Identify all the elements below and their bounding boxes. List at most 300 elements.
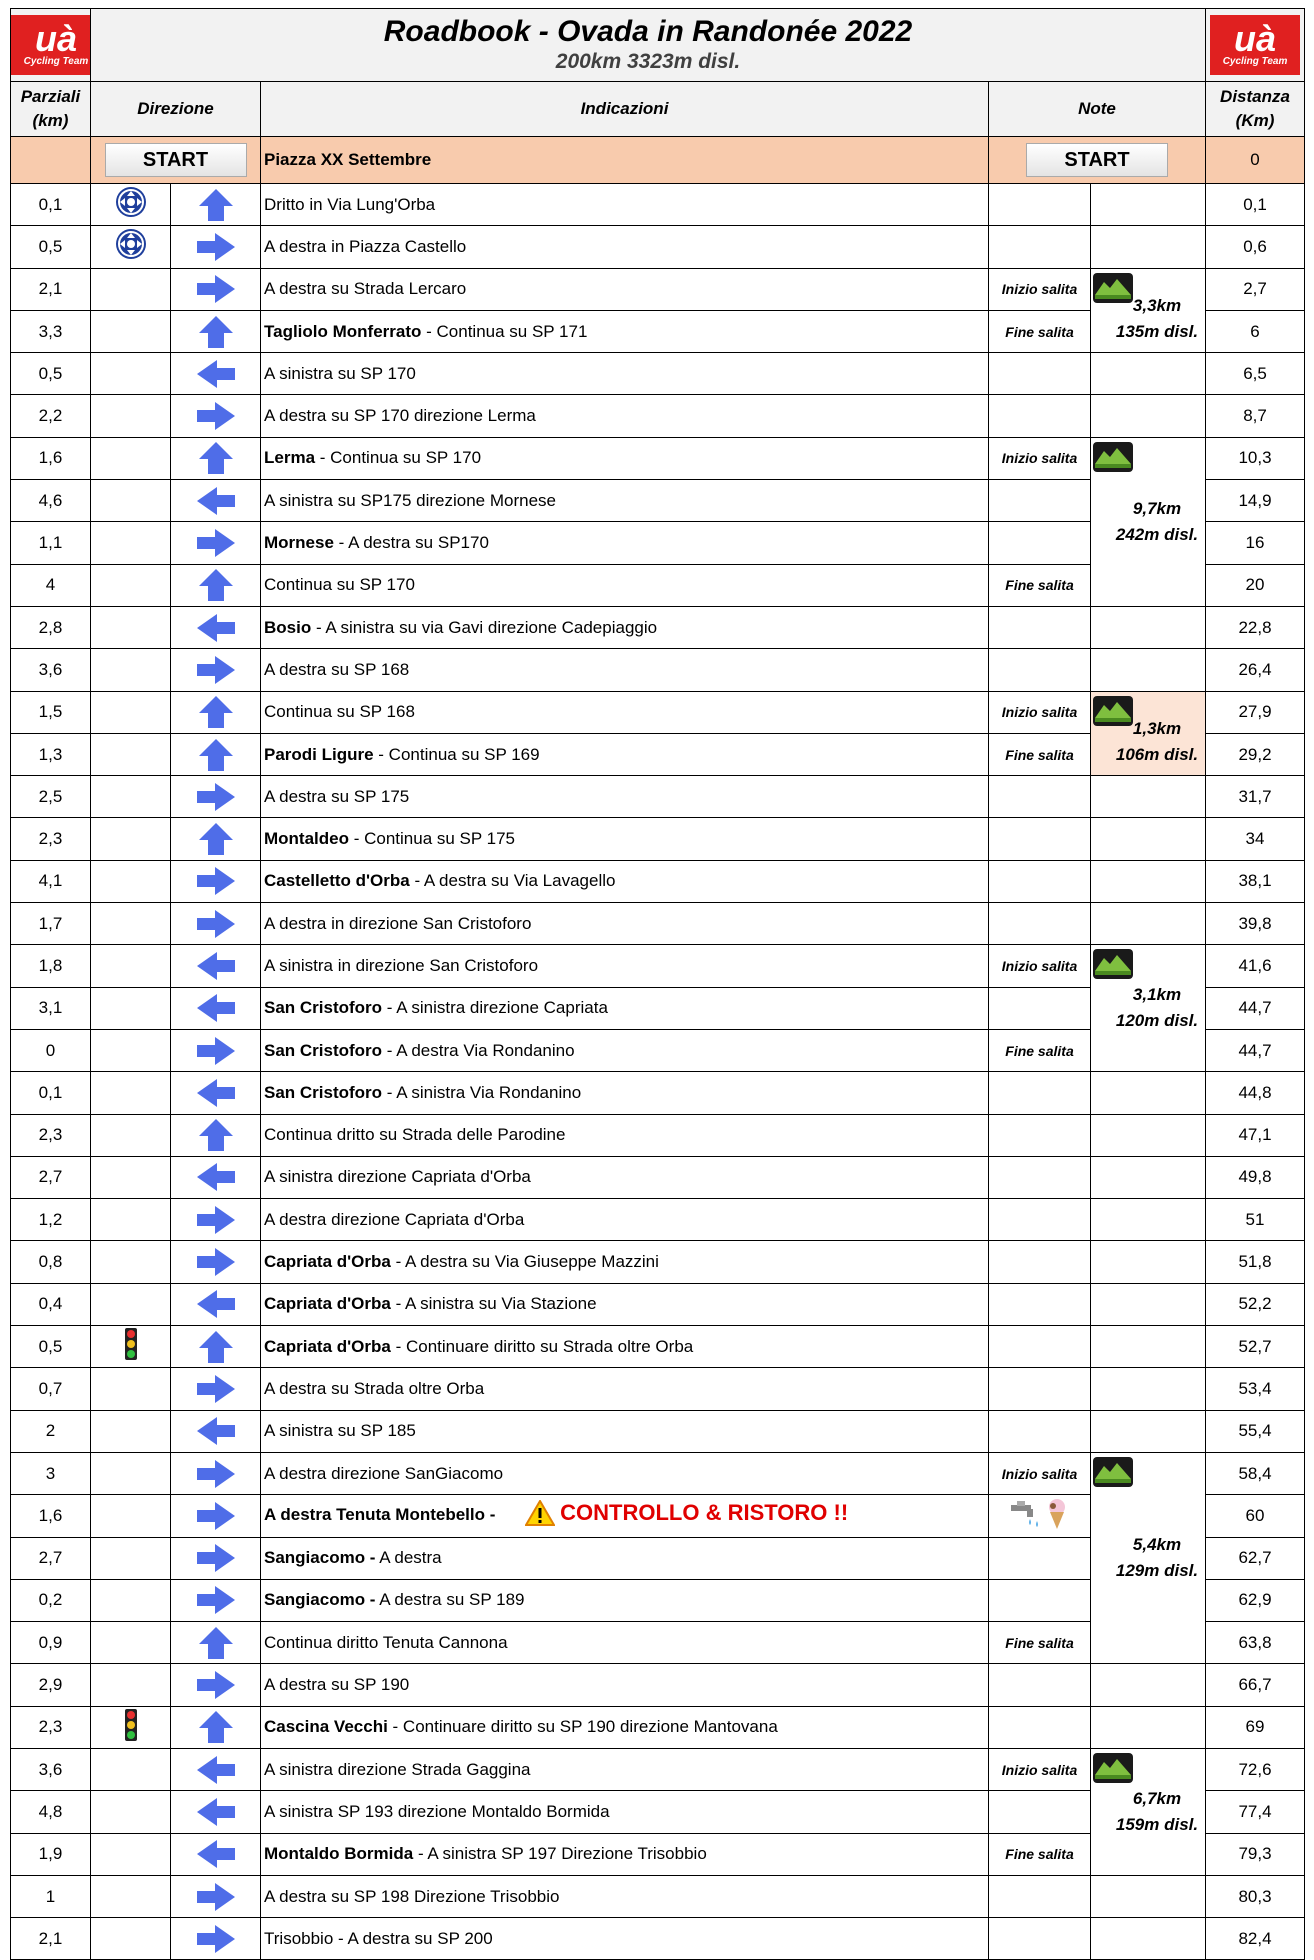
parziale-km: 0,5 xyxy=(11,226,91,268)
direction-extra-cell xyxy=(91,733,171,775)
direction-arrow-cell xyxy=(171,395,261,437)
parziale-km: 4 xyxy=(11,564,91,606)
table-row xyxy=(11,268,1305,310)
instruction xyxy=(261,1029,989,1071)
parziale-km: 1,6 xyxy=(11,437,91,479)
instruction xyxy=(261,1875,989,1917)
direction-arrow-cell xyxy=(171,1706,261,1748)
direction-extra-cell xyxy=(91,564,171,606)
climb-info xyxy=(1091,437,1206,606)
roadbook-sheet xyxy=(10,8,1304,1960)
instruction-text: - Continuare diritto su Strada oltre Orba xyxy=(390,1336,694,1356)
table-row xyxy=(11,184,1305,226)
table-row xyxy=(11,1199,1305,1241)
instruction-text: Continua diritto Tenuta Cannona xyxy=(264,1632,508,1652)
instruction-text: A destra su SP 190 xyxy=(264,1675,410,1695)
parziale-km: 1,5 xyxy=(11,691,91,733)
distanza-km: 8,7 xyxy=(1206,395,1305,437)
instruction xyxy=(261,1241,989,1283)
arrow-left-icon xyxy=(171,487,260,515)
climb-note xyxy=(989,522,1091,564)
instruction xyxy=(261,606,989,648)
col-header-indicazioni: Indicazioni xyxy=(261,82,989,137)
instruction xyxy=(261,1579,989,1621)
direction-arrow-cell xyxy=(171,1114,261,1156)
direction-extra-cell xyxy=(91,310,171,352)
instruction-place: Bosio xyxy=(264,617,312,637)
mountain-icon xyxy=(1093,1457,1133,1492)
climb-note xyxy=(989,1326,1091,1368)
climb-info-empty xyxy=(1091,1072,1206,1114)
parziale-km: 1,7 xyxy=(11,903,91,945)
instruction-text: - A destra su Via Lavagello xyxy=(409,871,616,891)
instruction xyxy=(261,903,989,945)
climb-note xyxy=(989,649,1091,691)
climb-info xyxy=(1091,691,1206,776)
direction-extra-cell xyxy=(91,1579,171,1621)
climb-note xyxy=(989,353,1091,395)
climb-info-empty xyxy=(1091,1410,1206,1452)
parziale-km: 0,9 xyxy=(11,1622,91,1664)
arrow-right-icon xyxy=(171,529,260,557)
climb-elevation: 120m disl. xyxy=(1115,1011,1199,1031)
direction-arrow-cell xyxy=(171,691,261,733)
parziale-km: 3,6 xyxy=(11,649,91,691)
distanza-km: 39,8 xyxy=(1206,903,1305,945)
table-row xyxy=(11,1283,1305,1325)
distanza-km: 44,8 xyxy=(1206,1072,1305,1114)
direction-arrow-cell xyxy=(171,1748,261,1790)
direction-arrow-cell xyxy=(171,987,261,1029)
distanza-km: 79,3 xyxy=(1206,1833,1305,1875)
instruction-place: Sangiacomo - xyxy=(264,1548,376,1568)
parziale-km: 3 xyxy=(11,1452,91,1494)
distanza-km: 16 xyxy=(1206,522,1305,564)
climb-length: 6,7km xyxy=(1132,1788,1182,1808)
direction-arrow-cell xyxy=(171,818,261,860)
arrow-right-icon xyxy=(171,1883,260,1911)
instruction-place: Lerma xyxy=(264,448,316,468)
water-tap-icon xyxy=(1009,1499,1043,1532)
distanza-km: 69 xyxy=(1206,1706,1305,1748)
climb-note xyxy=(989,1664,1091,1706)
col-header-distanza: Distanza (Km) xyxy=(1206,82,1305,137)
table-row xyxy=(11,1918,1305,1960)
parziale-km: 2,5 xyxy=(11,776,91,818)
mountain-icon xyxy=(1093,696,1133,731)
climb-note xyxy=(989,1241,1091,1283)
instruction-text: - A sinistra su via Gavi direzione Cadepiaggio xyxy=(311,617,658,637)
climb-note xyxy=(989,818,1091,860)
climb-note xyxy=(989,226,1091,268)
distanza-km: 2,7 xyxy=(1206,268,1305,310)
direction-extra-cell xyxy=(91,1918,171,1960)
instruction xyxy=(261,1833,989,1875)
page-subtitle: 200km 3323m disl. xyxy=(555,50,741,73)
climb-elevation: 106m disl. xyxy=(1115,745,1199,765)
instruction xyxy=(261,649,989,691)
climb-note xyxy=(989,184,1091,226)
direction-extra-cell xyxy=(91,1706,171,1748)
direction-extra-cell xyxy=(91,1622,171,1664)
direction-extra-cell xyxy=(91,226,171,268)
page-title: Roadbook - Ovada in Randonée 2022 xyxy=(383,15,913,48)
climb-info-empty xyxy=(1091,860,1206,902)
col-header-direzione: Direzione xyxy=(91,82,261,137)
climb-note xyxy=(989,606,1091,648)
direction-arrow-cell xyxy=(171,564,261,606)
climb-note: Inizio salita xyxy=(989,945,1091,987)
direction-arrow-cell xyxy=(171,1791,261,1833)
distanza-km: 63,8 xyxy=(1206,1622,1305,1664)
direction-extra-cell xyxy=(91,649,171,691)
climb-info-empty xyxy=(1091,1241,1206,1283)
direction-extra-cell xyxy=(91,1241,171,1283)
instruction-text: Trisobbio - A destra su SP 200 xyxy=(264,1928,493,1948)
instruction-text: A destra xyxy=(375,1548,442,1568)
distanza-km: 55,4 xyxy=(1206,1410,1305,1452)
instruction-text: - A sinistra SP 197 Direzione Trisobbio xyxy=(413,1844,707,1864)
arrow-right-icon xyxy=(171,1586,260,1614)
instruction xyxy=(261,1706,989,1748)
roundabout-icon xyxy=(115,228,147,265)
instruction-text: - Continuare diritto su SP 190 direzione Mantovana xyxy=(387,1717,778,1737)
direction-extra-cell xyxy=(91,353,171,395)
parziale-km: 2,7 xyxy=(11,1537,91,1579)
arrow-up-icon xyxy=(171,1331,260,1363)
arrow-left-icon xyxy=(171,1798,260,1826)
parziale-km: 0,8 xyxy=(11,1241,91,1283)
parziale-km: 2,9 xyxy=(11,1664,91,1706)
arrow-right-icon xyxy=(171,1206,260,1234)
climb-note: Inizio salita xyxy=(989,1748,1091,1790)
direction-extra-cell xyxy=(91,1199,171,1241)
parziale-km: 0 xyxy=(11,1029,91,1071)
arrow-left-icon xyxy=(171,1163,260,1191)
instruction-place: Tagliolo Monferrato xyxy=(264,321,422,341)
instruction xyxy=(261,1748,989,1790)
table-row xyxy=(11,649,1305,691)
climb-info-empty xyxy=(1091,1368,1206,1410)
arrow-left-icon xyxy=(171,1290,260,1318)
climb-info-empty xyxy=(1091,1706,1206,1748)
distanza-km: 26,4 xyxy=(1206,649,1305,691)
instruction-text: A destra su Strada Lercaro xyxy=(264,279,467,299)
distanza-km: 52,7 xyxy=(1206,1326,1305,1368)
distanza-km: 53,4 xyxy=(1206,1368,1305,1410)
arrow-right-icon xyxy=(171,783,260,811)
table-row xyxy=(11,606,1305,648)
parziale-km: 0,5 xyxy=(11,353,91,395)
arrow-right-icon xyxy=(171,1248,260,1276)
instruction-place: Mornese xyxy=(264,533,334,553)
direction-arrow-cell xyxy=(171,1537,261,1579)
climb-info-empty xyxy=(1091,395,1206,437)
distanza-km: 29,2 xyxy=(1206,733,1305,775)
climb-note xyxy=(989,1410,1091,1452)
instruction xyxy=(261,1326,989,1368)
instruction-place: A destra Tenuta Montebello - xyxy=(264,1505,496,1525)
arrow-up-icon xyxy=(171,739,260,771)
instruction xyxy=(261,1283,989,1325)
instruction xyxy=(261,1495,989,1537)
distanza-km: 82,4 xyxy=(1206,1918,1305,1960)
climb-info-empty xyxy=(1091,649,1206,691)
arrow-up-icon xyxy=(171,442,260,474)
instruction xyxy=(261,691,989,733)
instruction xyxy=(261,1072,989,1114)
instruction-place: Capriata d'Orba xyxy=(264,1294,391,1314)
instruction-text: A destra su Strada oltre Orba xyxy=(264,1378,485,1398)
roadbook-table xyxy=(10,8,1305,1960)
instruction-text: A sinistra su SP175 direzione Mornese xyxy=(264,490,556,510)
start-distance: 0 xyxy=(1206,137,1305,184)
table-row xyxy=(11,818,1305,860)
direction-arrow-cell xyxy=(171,184,261,226)
arrow-right-icon xyxy=(171,1544,260,1572)
climb-note xyxy=(989,1875,1091,1917)
direction-arrow-cell xyxy=(171,522,261,564)
distanza-km: 62,9 xyxy=(1206,1579,1305,1621)
direction-arrow-cell xyxy=(171,1495,261,1537)
climb-info-empty xyxy=(1091,226,1206,268)
climb-note: Fine salita xyxy=(989,733,1091,775)
distanza-km: 38,1 xyxy=(1206,860,1305,902)
climb-note xyxy=(989,1283,1091,1325)
direction-extra-cell xyxy=(91,945,171,987)
climb-note xyxy=(989,776,1091,818)
col-header-parziali: Parziali (km) xyxy=(11,82,91,137)
distanza-km: 47,1 xyxy=(1206,1114,1305,1156)
distanza-km: 20 xyxy=(1206,564,1305,606)
direction-extra-cell xyxy=(91,480,171,522)
table-row xyxy=(11,1326,1305,1368)
direction-extra-cell xyxy=(91,1664,171,1706)
instruction xyxy=(261,776,989,818)
instruction xyxy=(261,733,989,775)
start-badge-note: START xyxy=(1026,143,1168,177)
distanza-km: 6,5 xyxy=(1206,353,1305,395)
traffic-light-icon xyxy=(124,1328,138,1365)
instruction xyxy=(261,1114,989,1156)
arrow-right-icon xyxy=(171,402,260,430)
climb-elevation: 242m disl. xyxy=(1115,524,1199,544)
instruction-place: San Cristoforo xyxy=(264,1082,383,1102)
climb-length: 5,4km xyxy=(1132,1535,1182,1555)
table-row xyxy=(11,1875,1305,1917)
instruction xyxy=(261,564,989,606)
direction-extra-cell xyxy=(91,1368,171,1410)
climb-note: Fine salita xyxy=(989,1029,1091,1071)
arrow-up-icon xyxy=(171,316,260,348)
team-logo-right: uà Cycling Team xyxy=(1210,15,1300,75)
direction-extra-cell xyxy=(91,818,171,860)
table-row xyxy=(11,1452,1305,1494)
start-direction-cell xyxy=(91,137,261,184)
parziale-km: 1,8 xyxy=(11,945,91,987)
instruction-text: - A destra su Via Giuseppe Mazzini xyxy=(390,1252,659,1272)
climb-info-empty xyxy=(1091,776,1206,818)
instruction-text: Dritto in Via Lung'Orba xyxy=(264,194,436,214)
table-row xyxy=(11,776,1305,818)
arrow-right-icon xyxy=(171,656,260,684)
instruction-text: A destra su SP 168 xyxy=(264,659,410,679)
distanza-km: 34 xyxy=(1206,818,1305,860)
parziale-km: 2,3 xyxy=(11,1706,91,1748)
direction-extra-cell xyxy=(91,1791,171,1833)
instruction-text: A destra direzione Capriata d'Orba xyxy=(264,1209,525,1229)
direction-extra-cell xyxy=(91,1114,171,1156)
direction-arrow-cell xyxy=(171,437,261,479)
climb-length: 9,7km xyxy=(1132,498,1182,518)
climb-info-empty xyxy=(1091,1199,1206,1241)
parziale-km: 1,1 xyxy=(11,522,91,564)
climb-note: Fine salita xyxy=(989,564,1091,606)
arrow-right-icon xyxy=(171,867,260,895)
instruction xyxy=(261,945,989,987)
arrow-right-icon xyxy=(171,275,260,303)
direction-arrow-cell xyxy=(171,1833,261,1875)
parziale-km: 2 xyxy=(11,1410,91,1452)
table-row xyxy=(11,1156,1305,1198)
table-row xyxy=(11,437,1305,479)
instruction xyxy=(261,1199,989,1241)
distanza-km: 44,7 xyxy=(1206,987,1305,1029)
climb-info-empty xyxy=(1091,1664,1206,1706)
climb-info-empty xyxy=(1091,606,1206,648)
parziale-km: 0,1 xyxy=(11,184,91,226)
roundabout-icon xyxy=(115,186,147,223)
arrow-left-icon xyxy=(171,1079,260,1107)
distanza-km: 51 xyxy=(1206,1199,1305,1241)
parziale-km: 4,6 xyxy=(11,480,91,522)
parziale-km: 0,1 xyxy=(11,1072,91,1114)
instruction xyxy=(261,818,989,860)
climb-note xyxy=(989,1199,1091,1241)
direction-arrow-cell xyxy=(171,1664,261,1706)
table-row xyxy=(11,1706,1305,1748)
climb-note: Fine salita xyxy=(989,310,1091,352)
climb-note: Inizio salita xyxy=(989,691,1091,733)
climb-elevation: 129m disl. xyxy=(1115,1561,1199,1581)
direction-extra-cell xyxy=(91,1833,171,1875)
instruction-text: A destra in direzione San Cristoforo xyxy=(264,913,532,933)
direction-arrow-cell xyxy=(171,1199,261,1241)
instruction-text: Continua su SP 170 xyxy=(264,575,415,595)
direction-arrow-cell xyxy=(171,1283,261,1325)
parziale-km: 1 xyxy=(11,1875,91,1917)
direction-arrow-cell xyxy=(171,860,261,902)
direction-arrow-cell xyxy=(171,1410,261,1452)
parziale-km: 4,8 xyxy=(11,1791,91,1833)
title-cell xyxy=(91,9,1206,82)
direction-arrow-cell xyxy=(171,649,261,691)
instruction-text: A sinistra direzione Capriata d'Orba xyxy=(264,1167,531,1187)
arrow-right-icon xyxy=(171,910,260,938)
instruction-place: Capriata d'Orba xyxy=(264,1252,391,1272)
instruction-place: Montaldo Bormida xyxy=(264,1844,414,1864)
table-row xyxy=(11,1114,1305,1156)
direction-arrow-cell xyxy=(171,480,261,522)
distanza-km: 0,1 xyxy=(1206,184,1305,226)
climb-info xyxy=(1091,1452,1206,1663)
instruction xyxy=(261,1368,989,1410)
parziale-km: 2,1 xyxy=(11,268,91,310)
instruction xyxy=(261,310,989,352)
climb-length: 1,3km xyxy=(1132,719,1182,739)
ice-cream-icon xyxy=(1043,1498,1071,1533)
instruction-text: A destra su SP 198 Direzione Trisobbio xyxy=(264,1886,560,1906)
arrow-right-icon xyxy=(171,1037,260,1065)
arrow-up-icon xyxy=(171,696,260,728)
arrow-right-icon xyxy=(171,1375,260,1403)
direction-arrow-cell xyxy=(171,1072,261,1114)
table-row xyxy=(11,945,1305,987)
direction-extra-cell xyxy=(91,1537,171,1579)
direction-arrow-cell xyxy=(171,1579,261,1621)
direction-extra-cell xyxy=(91,1410,171,1452)
direction-arrow-cell xyxy=(171,733,261,775)
climb-note xyxy=(989,860,1091,902)
table-row xyxy=(11,691,1305,733)
direction-arrow-cell xyxy=(171,1156,261,1198)
climb-elevation: 159m disl. xyxy=(1115,1814,1199,1834)
distanza-km: 22,8 xyxy=(1206,606,1305,648)
arrow-up-icon xyxy=(171,1627,260,1659)
mountain-icon xyxy=(1093,1753,1133,1788)
parziale-km: 2,7 xyxy=(11,1156,91,1198)
distanza-km: 80,3 xyxy=(1206,1875,1305,1917)
parziale-km: 0,2 xyxy=(11,1579,91,1621)
climb-note: Inizio salita xyxy=(989,437,1091,479)
instruction xyxy=(261,1791,989,1833)
direction-extra-cell xyxy=(91,1452,171,1494)
climb-info-empty xyxy=(1091,1283,1206,1325)
instruction-text: - Continua su SP 169 xyxy=(373,744,540,764)
climb-note xyxy=(989,1791,1091,1833)
instruction-place: Castelletto d'Orba xyxy=(264,871,410,891)
direction-extra-cell xyxy=(91,691,171,733)
climb-note xyxy=(989,1918,1091,1960)
direction-arrow-cell xyxy=(171,903,261,945)
direction-extra-cell xyxy=(91,1495,171,1537)
arrow-left-icon xyxy=(171,1756,260,1784)
instruction-place: San Cristoforo xyxy=(264,1040,383,1060)
parziale-km: 1,6 xyxy=(11,1495,91,1537)
climb-note xyxy=(989,1537,1091,1579)
instruction xyxy=(261,480,989,522)
climb-info xyxy=(1091,268,1206,353)
distanza-km: 51,8 xyxy=(1206,1241,1305,1283)
parziale-km: 2,3 xyxy=(11,1114,91,1156)
instruction xyxy=(261,395,989,437)
distanza-km: 52,2 xyxy=(1206,1283,1305,1325)
direction-extra-cell xyxy=(91,1875,171,1917)
direction-extra-cell xyxy=(91,437,171,479)
climb-note xyxy=(989,987,1091,1029)
arrow-left-icon xyxy=(171,952,260,980)
mountain-icon xyxy=(1093,273,1133,308)
instruction-text: A sinistra direzione Strada Gaggina xyxy=(264,1759,531,1779)
instruction xyxy=(261,1156,989,1198)
arrow-left-icon xyxy=(171,614,260,642)
arrow-right-icon xyxy=(171,233,260,261)
climb-note xyxy=(989,1072,1091,1114)
climb-note xyxy=(989,903,1091,945)
arrow-right-icon xyxy=(171,1502,260,1530)
climb-elevation: 135m disl. xyxy=(1115,322,1199,342)
table-row xyxy=(11,860,1305,902)
